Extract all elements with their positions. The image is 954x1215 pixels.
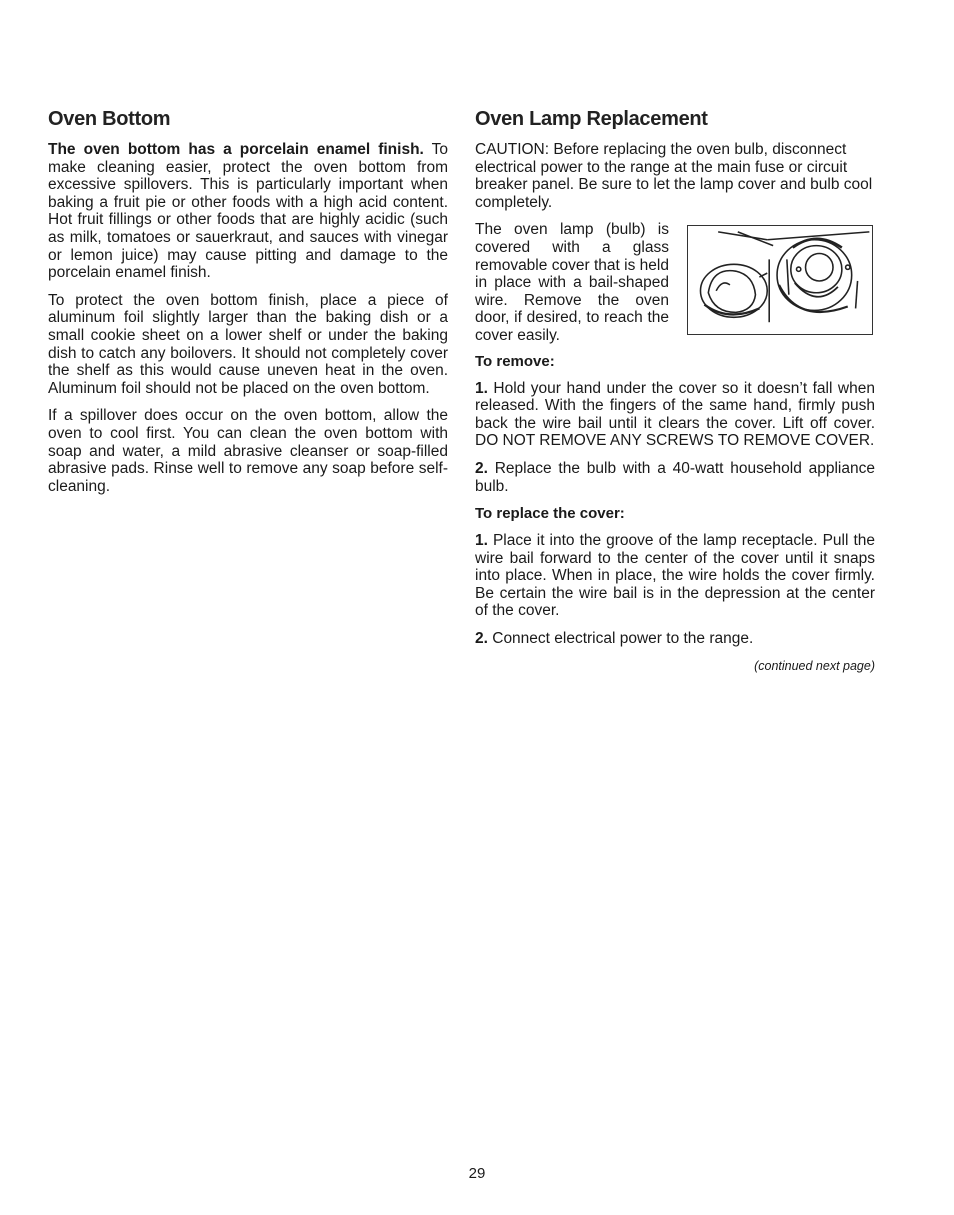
remove-step-1 — [475, 380, 875, 450]
lamp-description-row — [475, 221, 875, 344]
oven-bottom-paragraph-2: To protect the oven bottom finish, place a piece of aluminum foil slightly larger than the baking dish or a small cookie sheet on a lower shelf or under the baking dish to catch any boilovers. It should not completely cover the shelf as this would cause uneven heat in the oven. Aluminum foil should not be placed on the oven bottom. — [48, 291, 448, 397]
caution-paragraph: CAUTION: Before replacing the oven bulb, disconnect electrical power to the range at the main fuse or circuit breaker panel. Be sure to let the lamp cover and bulb cool completely. — [475, 141, 873, 211]
step-text: Replace the bulb with a 40-watt household appliance bulb. — [475, 459, 875, 495]
lamp-description: The oven lamp (bulb) is covered with a glass removable cover that is held in place with a bail-shaped wire. Remove the oven door, if desired, to reach the cover easily. — [475, 221, 669, 344]
oven-bottom-section — [48, 108, 448, 505]
oven-bottom-paragraph-1 — [48, 141, 448, 282]
page-number: 29 — [468, 1165, 486, 1182]
oven-lamp-section — [475, 108, 875, 675]
oven-bottom-paragraph-3: If a spillover does occur on the oven bottom, allow the oven to cool first. You can clean the oven bottom with soap and water, a mild abrasive cleanser or soap-filled abrasive pads. Rinse well to remove any soap before self-cleaning. — [48, 407, 448, 495]
remove-heading: To remove: — [475, 352, 555, 370]
oven-bottom-p1-text: To make cleaning easier, protect the oven bottom from excessive spillovers. This is particularly important when baking a fruit pie or other foods with a high acid content. Hot fruit fillings or other foods that are highly acidic (such as milk, tomatoes or sauerkraut, and sauces with vinegar or lemon juice) may cause pitting and damage to the porcelain enamel finish. — [48, 141, 448, 282]
oven-bottom-lead: The oven bottom has a porcelain enamel finish. — [48, 141, 424, 158]
remove-step-2 — [475, 460, 875, 495]
oven-bottom-title: Oven Bottom — [48, 108, 171, 130]
step-number: 2. — [475, 630, 488, 648]
step-text: Hold your hand under the cover so it doesn’t fall when released. With the fingers of the same hand, firmly push back the wire bail until it clears the cover. Lift off cover. DO NOT REMOVE ANY SCREWS TO REMOVE COVER. — [475, 379, 875, 450]
replace-step-1 — [475, 532, 875, 620]
replace-step-2 — [475, 630, 875, 648]
step-text: Connect electrical power to the range. — [487, 630, 754, 648]
lamp-cover-drawing — [688, 226, 872, 334]
replace-heading: To replace the cover: — [475, 505, 625, 523]
step-text: Place it into the groove of the lamp receptacle. Pull the wire bail forward to the center of the cover until it snaps into place. When in place, the wire holds the cover firmly. Be certain the wire bail is in the depression at the center of the cover. — [475, 532, 875, 620]
step-number: 2. — [475, 459, 488, 477]
step-number: 1. — [475, 379, 488, 397]
lamp-illustration — [687, 225, 873, 335]
oven-lamp-title: Oven Lamp Replacement — [475, 108, 708, 130]
continued-note: (continued next page) — [754, 658, 875, 673]
step-number: 1. — [475, 532, 488, 550]
